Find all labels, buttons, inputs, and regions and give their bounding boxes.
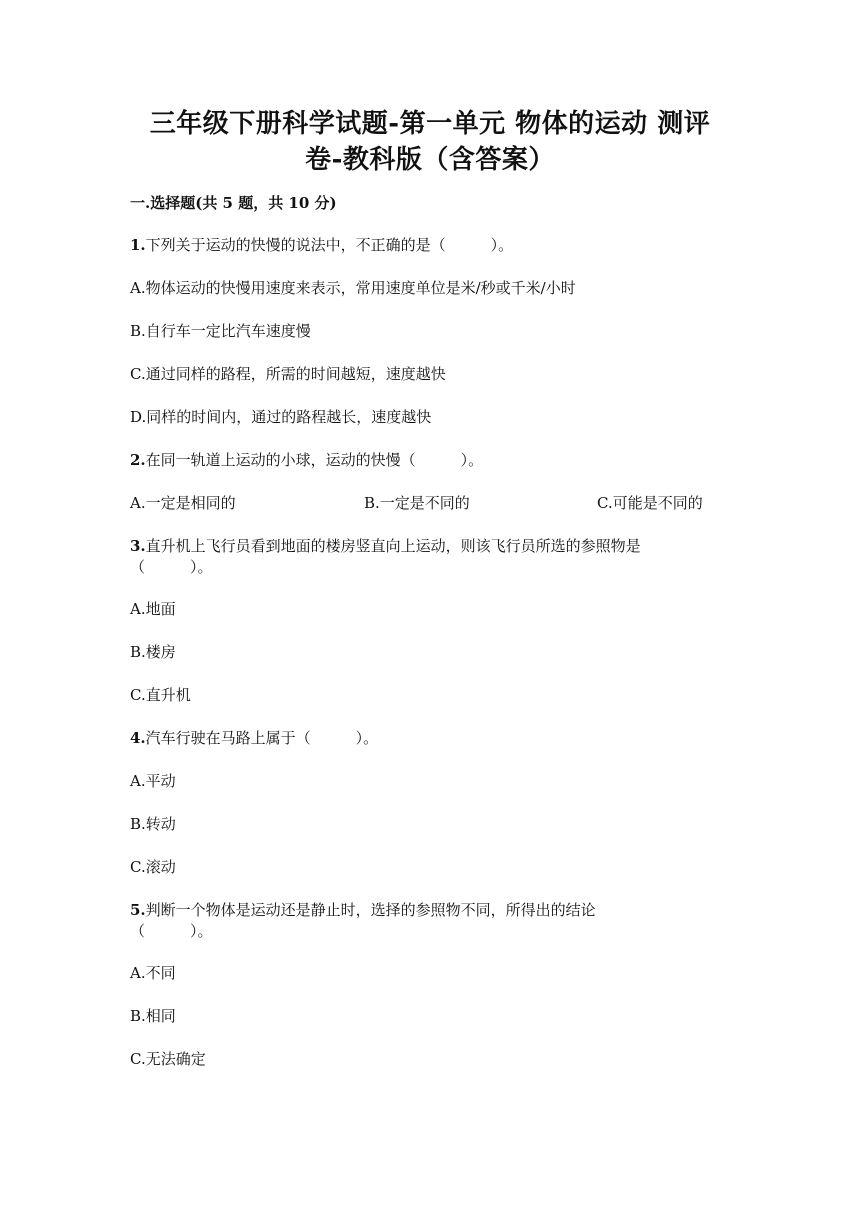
- question-2-option-b: B.一定是不同的: [364, 494, 470, 512]
- question-text: 汽车行驶在马路上属于（ ）。: [145, 729, 379, 747]
- question-4: [130, 727, 378, 749]
- question-number: 2.: [130, 451, 146, 469]
- question-3: [130, 535, 641, 557]
- question-text: 下列关于运动的快慢的说法中，不正确的是（ ）。: [145, 236, 514, 254]
- question-5-continuation: （ ）。: [130, 922, 213, 940]
- question-1-option-b: B.自行车一定比汽车速度慢: [130, 322, 311, 340]
- question-5-option-c: C.无法确定: [130, 1050, 206, 1068]
- question-1-option-c: C.通过同样的路程，所需的时间越短，速度越快: [130, 365, 446, 383]
- question-text: 直升机上飞行员看到地面的楼房竖直向上运动，则该飞行员所选的参照物是: [145, 537, 641, 555]
- question-1-option-a: A.物体运动的快慢用速度来表示，常用速度单位是米/秒或千米/小时: [130, 279, 576, 297]
- section-heading: 一.选择题(共 5 题，共 10 分): [130, 194, 337, 212]
- question-3-option-a: A.地面: [130, 600, 176, 618]
- question-2-option-a: A.一定是相同的: [130, 494, 236, 512]
- question-3-option-b: B.楼房: [130, 643, 176, 661]
- question-number: 5.: [130, 901, 146, 919]
- question-number: 3.: [130, 537, 146, 555]
- question-1: [130, 234, 513, 256]
- question-2-option-c: C.可能是不同的: [597, 494, 703, 512]
- question-3-continuation: （ ）。: [130, 558, 213, 576]
- question-2: [130, 449, 483, 471]
- question-number: 1.: [130, 236, 146, 254]
- question-4-option-a: A.平动: [130, 772, 176, 790]
- page-title-line-2: 卷-教科版（含答案）: [305, 145, 555, 175]
- question-5-option-b: B.相同: [130, 1007, 176, 1025]
- question-text: 判断一个物体是运动还是静止时，选择的参照物不同，所得出的结论: [145, 901, 596, 919]
- question-text: 在同一轨道上运动的小球，运动的快慢（ ）。: [145, 451, 484, 469]
- question-3-option-c: C.直升机: [130, 686, 191, 704]
- question-5-option-a: A.不同: [130, 964, 176, 982]
- page-title-line-1: 三年级下册科学试题-第一单元 物体的运动 测评: [149, 109, 711, 139]
- question-4-option-b: B.转动: [130, 815, 176, 833]
- question-number: 4.: [130, 729, 146, 747]
- question-4-option-c: C.滚动: [130, 858, 176, 876]
- question-1-option-d: D.同样的时间内，通过的路程越长，速度越快: [130, 408, 432, 426]
- question-5: [130, 899, 596, 921]
